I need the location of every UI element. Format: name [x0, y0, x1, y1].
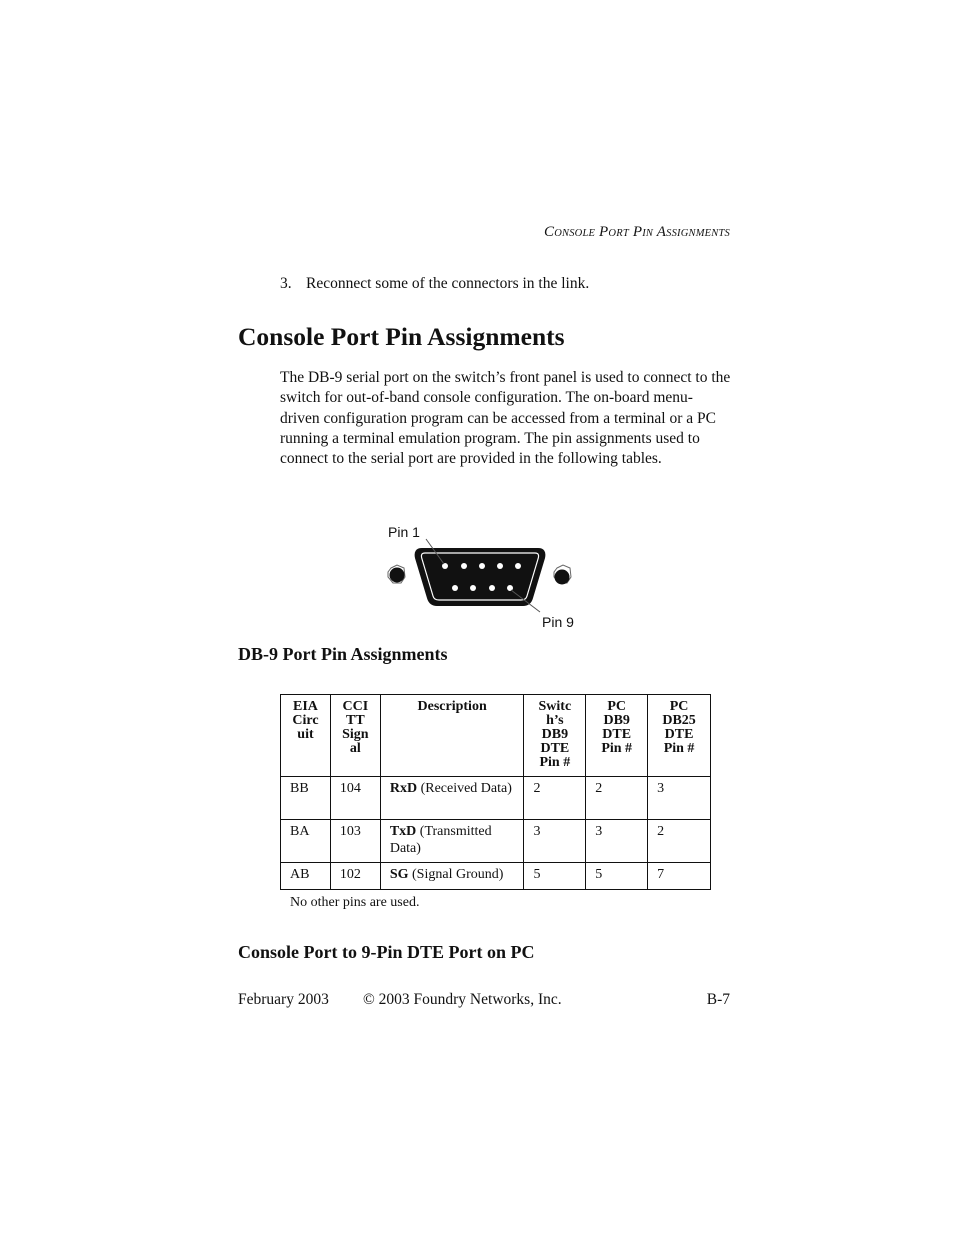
header-cap: P — [599, 224, 609, 240]
pin-1 — [442, 563, 448, 569]
col-header-pc-db25: PC DB25 DTE Pin # — [648, 695, 711, 777]
col-header-eia-circuit: EIA Circ uit — [281, 695, 331, 777]
cell-ccitt: 104 — [330, 777, 380, 820]
table-row — [281, 777, 711, 820]
step-number: 3. — [280, 275, 292, 292]
step-text: Reconnect some of the connectors in the link. — [306, 275, 590, 292]
cell-ccitt: 102 — [330, 863, 380, 890]
table-row — [281, 863, 711, 890]
left-mount-screw — [390, 568, 405, 583]
cell-pc-db25: 7 — [648, 863, 711, 890]
pin1-label: Pin 1 — [388, 524, 420, 540]
cell-ccitt: 103 — [330, 820, 380, 863]
col-header-switch-db9: Switc h’s DB9 DTE Pin # — [524, 695, 586, 777]
cell-description: SG (Signal Ground) — [380, 863, 524, 890]
col-header-description: Description — [380, 695, 524, 777]
step-item — [280, 275, 589, 293]
table-header-row — [281, 695, 711, 777]
cell-pc-db9: 2 — [586, 777, 648, 820]
pin-assignment-table — [280, 694, 711, 890]
pin-9 — [507, 585, 513, 591]
intro-paragraph: The DB-9 serial port on the switch’s front panel is used to connect to the switch for out-of-band console configuration. The on-board menu-driven configuration program can be accessed from a terminal or a PC running a terminal emulation program. The pin assignments used to connect to the serial port are provided in the following tables. — [280, 369, 731, 468]
header-cap: A — [656, 224, 667, 240]
col-header-pc-db9: PC DB9 DTE Pin # — [586, 695, 648, 777]
pin-6 — [452, 585, 458, 591]
right-mount-screw — [555, 570, 570, 585]
cell-eia: AB — [281, 863, 331, 890]
connector-shell — [416, 549, 545, 605]
header-cap: C — [544, 224, 555, 240]
table-note: No other pins are used. — [290, 895, 420, 910]
footer-date: February 2003 — [238, 991, 329, 1008]
cell-pc-db25: 3 — [648, 777, 711, 820]
table-row — [281, 820, 711, 863]
cell-pc-db25: 2 — [648, 820, 711, 863]
pin-8 — [489, 585, 495, 591]
header-smallcaps: SSIGNMENTS — [666, 228, 730, 239]
cell-pc-db9: 5 — [586, 863, 648, 890]
running-header — [480, 224, 730, 241]
section-heading-console-to-pc: Console Port to 9-Pin DTE Port on PC — [238, 942, 535, 962]
pin9-label: Pin 9 — [542, 614, 574, 630]
cell-pc-db9: 3 — [586, 820, 648, 863]
section-heading-db9: DB-9 Port Pin Assignments — [238, 644, 448, 664]
header-smallcaps: ONSOLE — [554, 228, 596, 239]
cell-switch-db9: 5 — [524, 863, 586, 890]
header-smallcaps: IN — [642, 228, 654, 239]
pin-4 — [497, 563, 503, 569]
pin-5 — [515, 563, 521, 569]
cell-description: TxD (Transmitted Data) — [380, 820, 524, 863]
footer-page-number: B-7 — [706, 991, 730, 1008]
page-title: Console Port Pin Assignments — [238, 322, 565, 351]
cell-switch-db9: 3 — [524, 820, 586, 863]
pin-3 — [479, 563, 485, 569]
col-header-ccitt-signal: CCI TT Sign al — [330, 695, 380, 777]
pin-2 — [461, 563, 467, 569]
cell-eia: BB — [281, 777, 331, 820]
cell-switch-db9: 2 — [524, 777, 586, 820]
header-smallcaps: ORT — [608, 228, 629, 239]
pin-7 — [470, 585, 476, 591]
footer-copyright: © 2003 Foundry Networks, Inc. — [363, 991, 562, 1008]
header-cap: P — [632, 224, 643, 240]
db9-connector-figure — [380, 520, 600, 635]
cell-description: RxD (Received Data) — [380, 777, 524, 820]
cell-eia: BA — [281, 820, 331, 863]
